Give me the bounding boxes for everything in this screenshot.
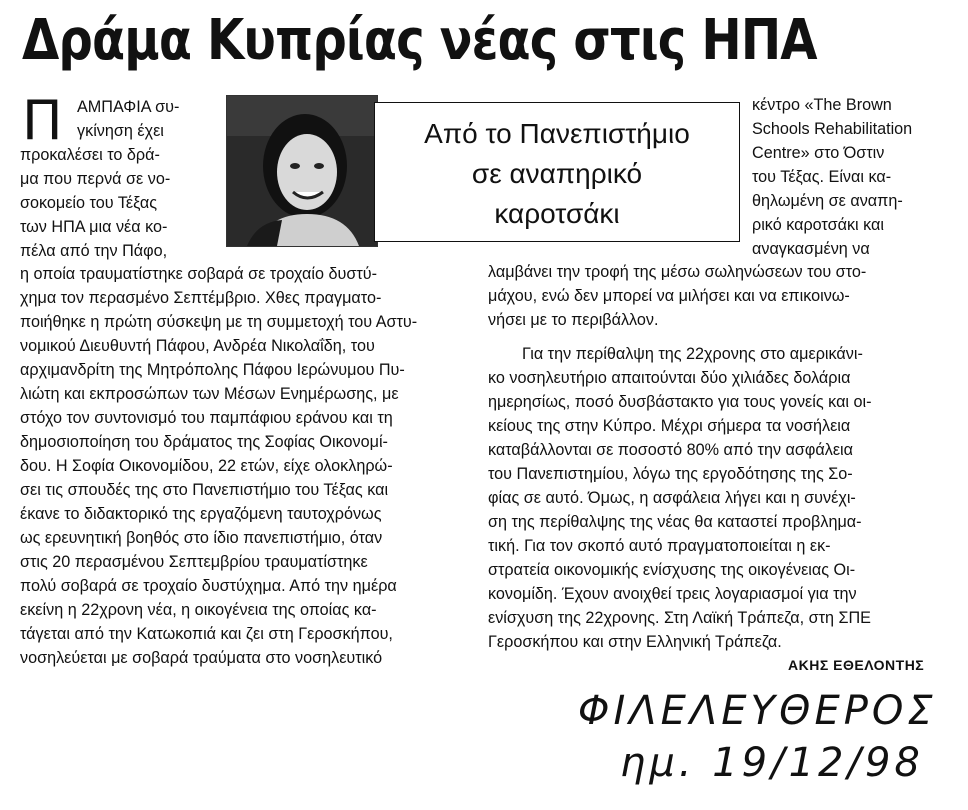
text-line: έκανε το διδακτορικό της εργαζόμενη ταυτοχρόνως	[20, 505, 382, 523]
text-line: εκείνη η 22χρονη νέα, η οικογένεια της οποίας κα-	[20, 601, 377, 619]
text-line: χημα τον περασμένο Σεπτέμβριο. Χθες πραγματο-	[20, 289, 382, 307]
text-line: νομικού Διευθυντή Πάφου, Ανδρέα Νικολαΐδη, του	[20, 337, 375, 355]
handwritten-source: ΦΙΛΕΛΕΥΘΕΡΟΣ	[578, 688, 937, 734]
text-line: πολύ σοβαρά σε τροχαίο δυστύχημα. Από την ημέρα	[20, 577, 397, 595]
drop-cap: Π	[22, 89, 63, 152]
text-line: ποιήθηκε η πρώτη σύσκεψη με τη συμμετοχή του Αστυ-	[20, 313, 418, 331]
text-line: θηλωμένη σε αναπη-	[752, 192, 903, 210]
pull-quote-box	[374, 102, 740, 242]
text-line: των ΗΠΑ μια νέα κο-	[20, 218, 168, 236]
text-line: ΑΜΠΑΦΙΑ συ-	[77, 98, 180, 116]
handwritten-date: ημ. 19/12/98	[620, 740, 924, 786]
text-line: Για την περίθαλψη της 22χρονης στο αμερικάνι-	[522, 345, 863, 363]
headline: Δράμα Κυπρίας νέας στις ΗΠΑ	[22, 8, 817, 73]
text-line: Γεροσκήπου και στην Ελληνική Τράπεζα.	[488, 633, 782, 651]
text-line: γκίνηση έχει	[77, 122, 164, 140]
text-line: αρχιμανδρίτη της Μητρόπολης Πάφου Ιερώνυμου Πυ-	[20, 361, 405, 379]
text-line: ση της περίθαλψης της νέας θα καταστεί προβλημα-	[488, 513, 862, 531]
text-line: ενίσχυση της 22χρονης. Στη Λαϊκή Τράπεζα, στη ΣΠΕ	[488, 609, 871, 627]
text-line: τική. Για τον σκοπό αυτό πραγματοποιείται η εκ-	[488, 537, 831, 555]
text-line: Centre» στο Όστιν	[752, 144, 885, 162]
text-line: λαμβάνει την τροφή της μέσω σωληνώσεων του στο-	[488, 263, 867, 281]
text-line: καταβάλλονται σε ποσοστό 80% από την ασφάλεια	[488, 441, 854, 459]
portrait-image	[227, 96, 377, 246]
text-line: λιώτη και εκπροσώπων των Μέσων Ενημέρωσης, με	[20, 385, 399, 403]
text-line: ως ερευνητική βοηθός στο ίδιο πανεπιστήμιο, όταν	[20, 529, 383, 547]
text-line: σοκομείο του Τέξας	[20, 194, 158, 212]
pull-quote-line: Από το Πανεπιστήμιο	[424, 118, 690, 149]
text-line: κονομίδη. Έχουν ανοιχθεί τρεις λογαριασμοί για την	[488, 585, 857, 603]
text-line: του Πανεπιστημίου, λόγω της εργοδότησης της Σο-	[488, 465, 853, 483]
pull-quote-line: σε αναπηρικό	[471, 158, 643, 189]
text-line: κο νοσηλευτήριο απαιτούνται δύο χιλιάδες δολάρια	[488, 369, 851, 387]
text-line: προκαλέσει το δρά-	[20, 146, 160, 164]
text-line: πέλα από την Πάφο,	[20, 242, 168, 260]
text-line: η οποία τραυματίστηκε σοβαρά σε τροχαίο δυστύ-	[20, 265, 377, 283]
text-line: στις 20 περασμένου Σεπτεμβρίου τραυματίστηκε	[20, 553, 368, 571]
text-line: ρικό καροτσάκι και	[752, 216, 884, 234]
text-line: μα που περνά σε νο-	[20, 170, 171, 188]
text-line: αναγκασμένη να	[752, 240, 870, 258]
text-line: στόχο τον συντονισμό του παμπάφιου εράνου και τη	[20, 409, 393, 427]
text-line: δου. Η Σοφία Οικονομίδου, 22 ετών, είχε ολοκληρώ-	[20, 457, 393, 475]
byline: ΑΚΗΣ ΕΘΕΛΟΝΤΗΣ	[788, 657, 925, 673]
text-line: σει τις σπουδές της στο Πανεπιστήμιο του Τέξας και	[20, 481, 389, 499]
text-line: φίας σε αυτό. Όμως, η ασφάλεια λήγει και η συνέχι-	[488, 489, 856, 507]
pull-quote-line: καροτσάκι	[494, 198, 620, 229]
text-line: μάχου, ενώ δεν μπορεί να μιλήσει και να επικοινω-	[488, 287, 850, 305]
text-line: κέντρο «The Brown	[752, 96, 892, 114]
portrait-photo	[226, 95, 378, 247]
text-line: Schools Rehabilitation	[752, 120, 913, 138]
text-line: του Τέξας. Είναι κα-	[752, 168, 892, 186]
text-line: δημοσιοποίηση του δράματος της Σοφίας Οικονομί-	[20, 433, 388, 451]
text-line: τάγεται από την Κατωκοπιά και ζει στη Γεροσκήπου,	[20, 625, 393, 643]
text-line: νήσει με το περιβάλλον.	[488, 311, 659, 329]
text-line: νοσηλεύεται με σοβαρά τραύματα στο νοσηλευτικό	[20, 649, 383, 667]
text-line: κείους της στην Κύπρο. Μέχρι σήμερα τα νοσήλεια	[488, 417, 851, 435]
text-line: ημερησίως, ποσό δυσβάστακτο για τους γονείς και οι-	[488, 393, 872, 411]
text-line: στρατεία οικονομικής ενίσχυσης της οικογένειας Οι-	[488, 561, 856, 579]
